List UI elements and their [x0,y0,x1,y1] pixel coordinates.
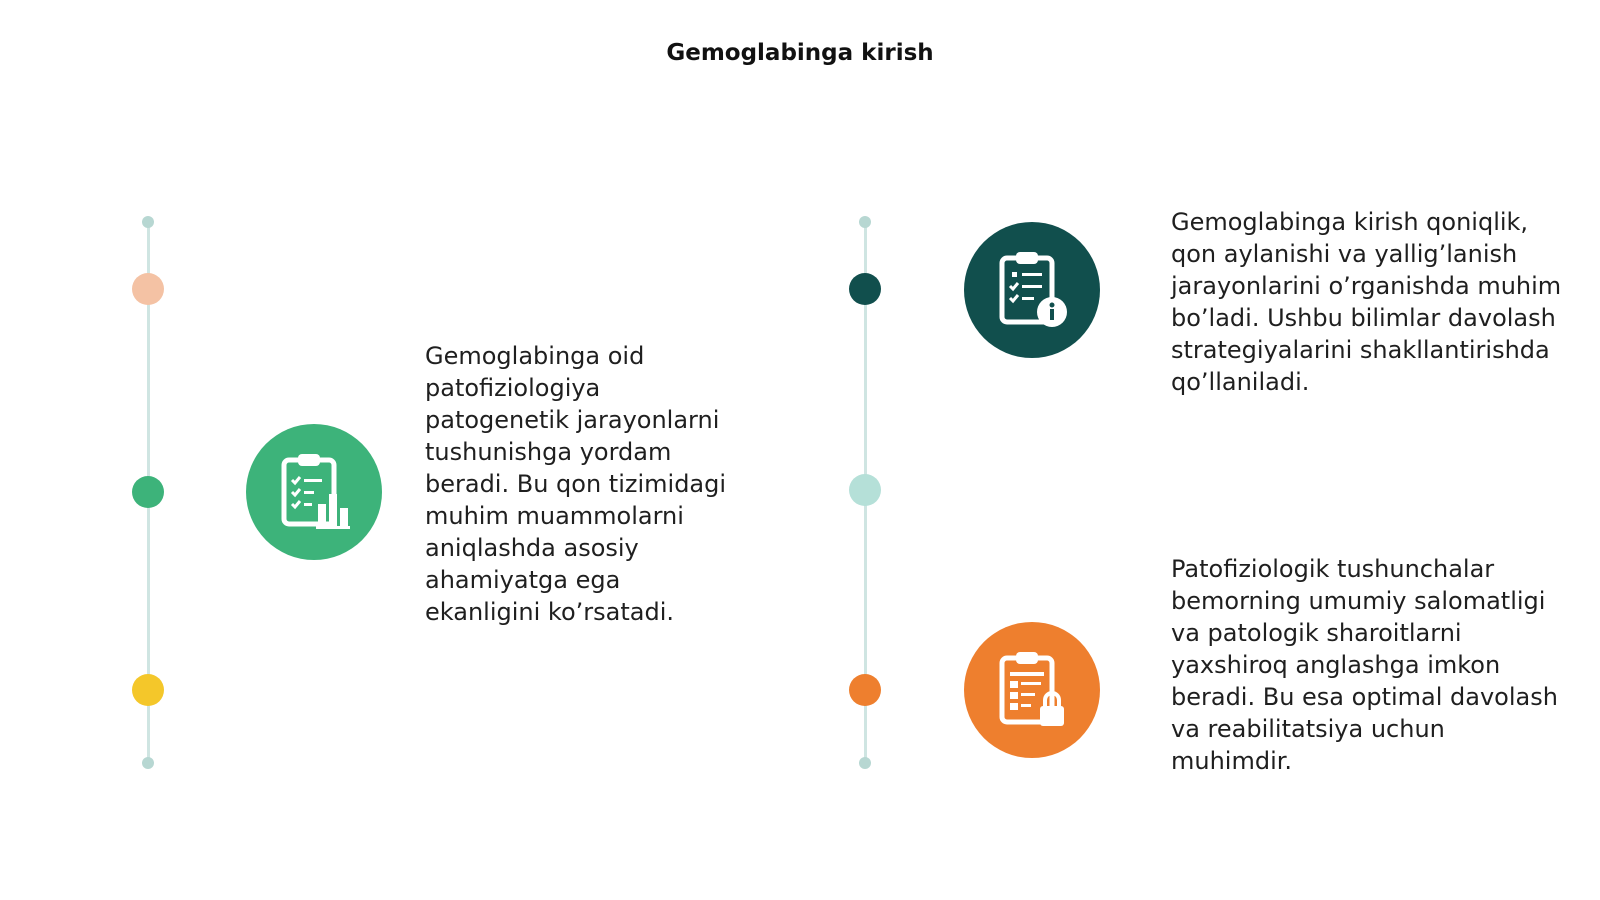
clipboard-info-icon [996,250,1068,330]
right-timeline-dot-mint [849,474,881,506]
right-timeline-dot-orange [849,674,881,706]
right-timeline-dot-dark [849,273,881,305]
right-timeline-cap-bottom [859,757,871,769]
left-timeline-dot-green [132,476,164,508]
right-timeline-cap-top [859,216,871,228]
clipboard-lock-icon [996,650,1068,730]
right-block-2-text: Patofiziologik tushunchalar bemorning umumiy salomatligi va patologik sharoitlarni yaxshiroq anglashga imkon beradi. Bu esa optimal davolash va reabilitatsiya uchun muhimdir. [1171,555,1558,775]
left-timeline-cap-top [142,216,154,228]
clipboard-chart-icon [278,452,350,532]
clipboard-chart-circle [246,424,382,560]
clipboard-info-circle [964,222,1100,358]
page-title: Gemoglabinga kirish [666,40,934,66]
left-timeline-dot-yellow [132,674,164,706]
right-block-1-text: Gemoglabinga kirish qoniqlik, qon aylanishi va yallig’lanish jarayonlarini o’rganishda muhim bo’ladi. Ushbu bilimlar davolash strategiyalarini shakllantirishda qo’llaniladi. [1171,208,1562,396]
left-timeline-dot-peach [132,273,164,305]
clipboard-lock-circle [964,622,1100,758]
left-timeline-cap-bottom [142,757,154,769]
left-block-text: Gemoglabinga oid patofiziologiya patogenetik jarayonlarni tushunishga yordam beradi. Bu qon tizimidagi muhim muammolarni aniqlashda asosiy ahamiyatga ega ekanligini ko’rsatadi. [425,342,727,626]
